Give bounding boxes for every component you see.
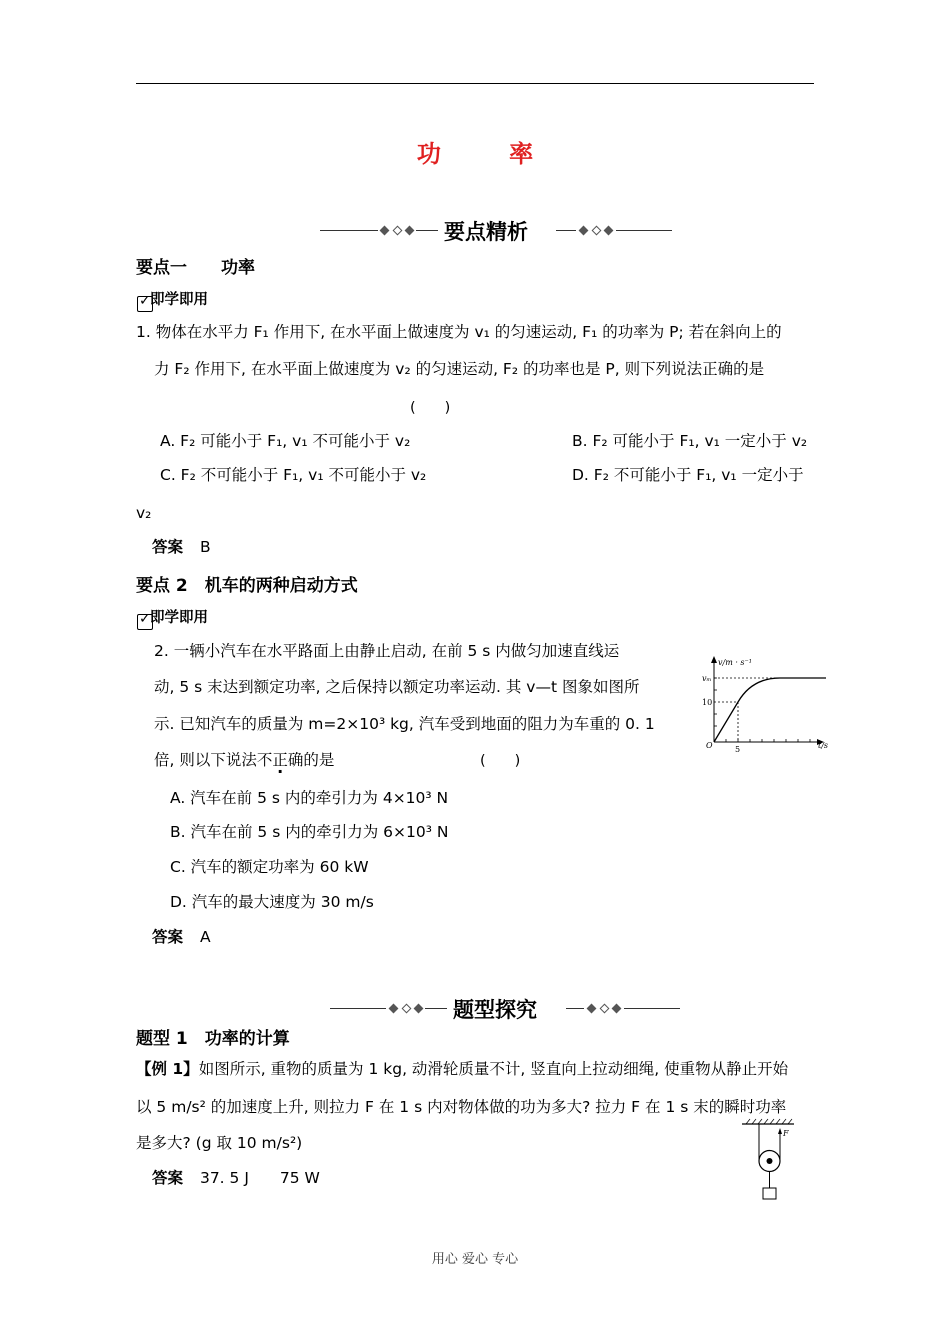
answer-blank: ( ) <box>480 753 521 769</box>
answer-value: B <box>199 538 211 556</box>
example-line1 <box>136 1058 788 1080</box>
diamond-ornament <box>405 226 415 236</box>
vm-label: vₘ <box>702 674 712 683</box>
option-c: C. F₂ 不可能小于 F₁, v₁ 不可能小于 v₂ <box>160 466 427 484</box>
origin-label: O <box>706 741 713 750</box>
question-1-line1: 1. 物体在水平力 F₁ 作用下, 在水平面上做速度为 v₁ 的匀速运动, F₁ 的功率为 P; 若在斜向上的 <box>136 323 782 341</box>
diamond-ornament <box>579 226 589 236</box>
text: 如图所示, 重物的质量为 1 kg, 动滑轮质量不计, 竖直向上拉动细绳, 使重物从静止开始 <box>198 1060 789 1078</box>
force-label: F <box>783 1129 789 1138</box>
answer-row <box>152 536 211 558</box>
vt-curve <box>714 678 826 742</box>
pulley-figure <box>738 1118 802 1204</box>
divider <box>425 1008 447 1009</box>
weight-block <box>763 1188 776 1199</box>
point2-heading: 要点 2 机车的两种启动方式 <box>136 576 358 596</box>
diamond-ornament <box>604 226 614 236</box>
answer-row <box>152 1167 320 1189</box>
diamond-ornament <box>393 226 403 236</box>
point1-heading: 要点一 功率 <box>136 258 255 278</box>
divider <box>616 230 672 231</box>
tick-5: 5 <box>735 745 741 754</box>
divider <box>556 230 576 231</box>
divider <box>416 230 438 231</box>
option-d: D. F₂ 不可能小于 F₁, v₁ 一定小于 <box>572 466 804 484</box>
divider <box>330 1008 386 1009</box>
option-d-continued: v₂ <box>136 504 152 522</box>
y-axis-label: v/m · s⁻¹ <box>718 658 752 667</box>
section-title: 题型探究 <box>453 998 537 1022</box>
x-axis-label: t/s <box>818 741 829 750</box>
divider <box>566 1008 584 1009</box>
page-title: 功 率 <box>416 140 564 168</box>
option-a: A. F₂ 可能小于 F₁, v₁ 不可能小于 v₂ <box>160 432 411 450</box>
answer-label: 答案 <box>152 928 184 946</box>
answer-value: 37. 5 J 75 W <box>199 1169 320 1187</box>
diamond-ornament <box>389 1004 399 1014</box>
practice-tag: 即学即用 <box>150 610 208 626</box>
footer: 用心 爱心 专心 <box>431 1252 519 1267</box>
example-label: 【例 1】 <box>136 1060 199 1078</box>
option-c: C. 汽车的额定功率为 60 kW <box>170 858 369 876</box>
text: 倍, 则以下说法 <box>154 751 257 769</box>
question-2-line1: 2. 一辆小汽车在水平路面上由静止启动, 在前 5 s 内做匀加速直线运 <box>154 642 620 660</box>
section-title: 要点精析 <box>444 220 528 244</box>
diamond-ornament <box>592 226 602 236</box>
answer-blank: ( ) <box>410 400 451 416</box>
emphasized-text: 不正确 <box>256 751 304 769</box>
example-line3: 是多大? (g 取 10 m/s²) <box>136 1134 303 1152</box>
answer-label: 答案 <box>152 1169 184 1187</box>
diamond-ornament <box>402 1004 412 1014</box>
question-1-line2: 力 F₂ 作用下, 在水平面上做速度为 v₂ 的匀速运动, F₂ 的功率也是 P, 则下列说法正确的是 <box>154 360 765 378</box>
answer-label: 答案 <box>152 538 184 556</box>
question-2-line4 <box>154 749 334 771</box>
tick-10: 10 <box>702 698 713 707</box>
option-d: D. 汽车的最大速度为 30 m/s <box>170 893 374 911</box>
answer-row <box>152 926 211 948</box>
answer-value: A <box>199 928 211 946</box>
top-rule <box>136 83 814 84</box>
vt-graph <box>700 652 840 756</box>
divider <box>624 1008 680 1009</box>
practice-tag: 即学即用 <box>150 292 208 308</box>
example-line2: 以 5 m/s² 的加速度上升, 则拉力 F 在 1 s 内对物体做的功为多大? 拉力 F 在 1 s 末的瞬时功率 <box>136 1098 787 1116</box>
diamond-ornament <box>612 1004 622 1014</box>
question-2-line3: 示. 已知汽车的质量为 m=2×10³ kg, 汽车受到地面的阻力为车重的 0. 1 <box>154 715 655 733</box>
question-2-line2: 动, 5 s 末达到额定功率, 之后保持以额定功率运动. 其 v—t 图象如图所 <box>154 678 640 696</box>
diamond-ornament <box>414 1004 424 1014</box>
diamond-ornament <box>380 226 390 236</box>
text: 的是 <box>303 751 335 769</box>
option-b: B. F₂ 可能小于 F₁, v₁ 一定小于 v₂ <box>572 432 808 450</box>
diamond-ornament <box>587 1004 597 1014</box>
diamond-ornament <box>600 1004 610 1014</box>
option-a: A. 汽车在前 5 s 内的牵引力为 4×10³ N <box>170 789 449 807</box>
divider <box>320 230 378 231</box>
option-b: B. 汽车在前 5 s 内的牵引力为 6×10³ N <box>170 823 449 841</box>
type1-heading: 题型 1 功率的计算 <box>136 1029 290 1049</box>
